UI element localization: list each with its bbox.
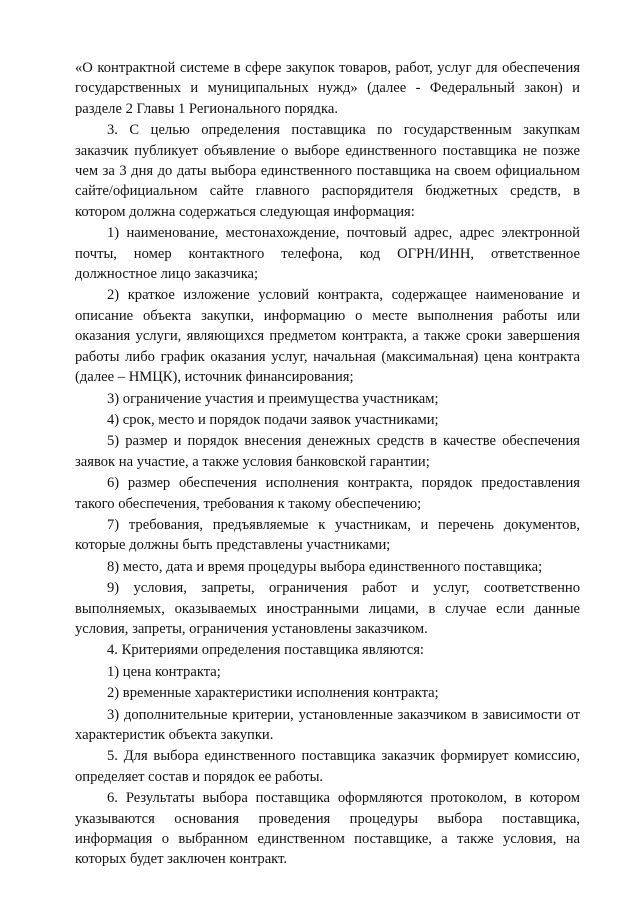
list-item-3-restrictions: 3) ограничение участия и преимущества участникам; [107,390,439,407]
list-item-6-performance-security: 6) размер обеспечения исполнения контракта, порядок предоставления такого обеспечения, требования к такому обеспечению; [75,475,580,512]
paragraph-6-results: 6. Результаты выбора поставщика оформляются протоколом, в котором указываются основания проведения процедуры выбора поставщика, информация о выбранном единственном поставщике, а также условия, на которых будет заключен контракт. [75,790,580,868]
criteria-item-1-price: 1) цена контракта; [107,663,221,680]
paragraph-5-commission: 5. Для выбора единственного поставщика заказчик формирует комиссию, определяет состав и порядок ее работы. [75,748,580,785]
document-page [75,58,580,870]
list-item-8-procedure-time: 8) место, дата и время процедуры выбора единственного поставщика; [107,558,543,575]
list-item-1-contact-info: 1) наименование, местонахождение, почтовый адрес, адрес электронной почты, номер контактного телефона, код ОГРН/ИНН, ответственное должностное лицо заказчика; [75,225,580,283]
list-item-4-application-deadline: 4) срок, место и порядок подачи заявок участниками; [107,411,439,428]
list-item-2-contract-terms: 2) краткое изложение условий контракта, содержащее наименование и описание объекта закупки, информацию о месте выполнения работы или оказания услуги, являющихся предметом контракта, а также сроки завершения работы либо график оказания услуг, начальная (максимальная) цена контракта (далее – НМЦК), источник финансирования; [75,287,580,386]
list-item-9-foreign-restrictions: 9) условия, запреты, ограничения работ и услуг, соответственно выполняемых, оказываемых иностранными лицами, в случае если данные условия, запреты, ограничения установлены заказчиком. [75,580,580,637]
list-item-5-application-security: 5) размер и порядок внесения денежных средств в качестве обеспечения заявок на участие, а также условия банковской гарантии; [75,433,580,470]
paragraph-law-reference: «О контрактной системе в сфере закупок товаров, работ, услуг для обеспечения государственных и муниципальных нужд» (далее - Федеральный закон) и разделе 2 Главы 1 Регионального порядка. [75,60,580,117]
criteria-item-3-additional: 3) дополнительные критерии, установленные заказчиком в зависимости от характеристик объекта закупки. [75,706,580,743]
list-item-7-participant-requirements: 7) требования, предъявляемые к участникам, и перечень документов, которые должны быть представлены участниками; [75,516,580,554]
criteria-item-2-timing: 2) временные характеристики исполнения контракта; [107,685,439,702]
paragraph-4-criteria: 4. Критериями определения поставщика являются: [107,642,424,659]
paragraph-3-announcement: 3. С целью определения поставщика по государственным закупкам заказчик публикует объявление о выборе единственного поставщика не позже чем за 3 дня до даты выбора единственного поставщика на своем официальном сайте/официальном сайте главного распорядителя бюджетных средств, в котором должна содержаться следующая информация: [75,122,580,220]
